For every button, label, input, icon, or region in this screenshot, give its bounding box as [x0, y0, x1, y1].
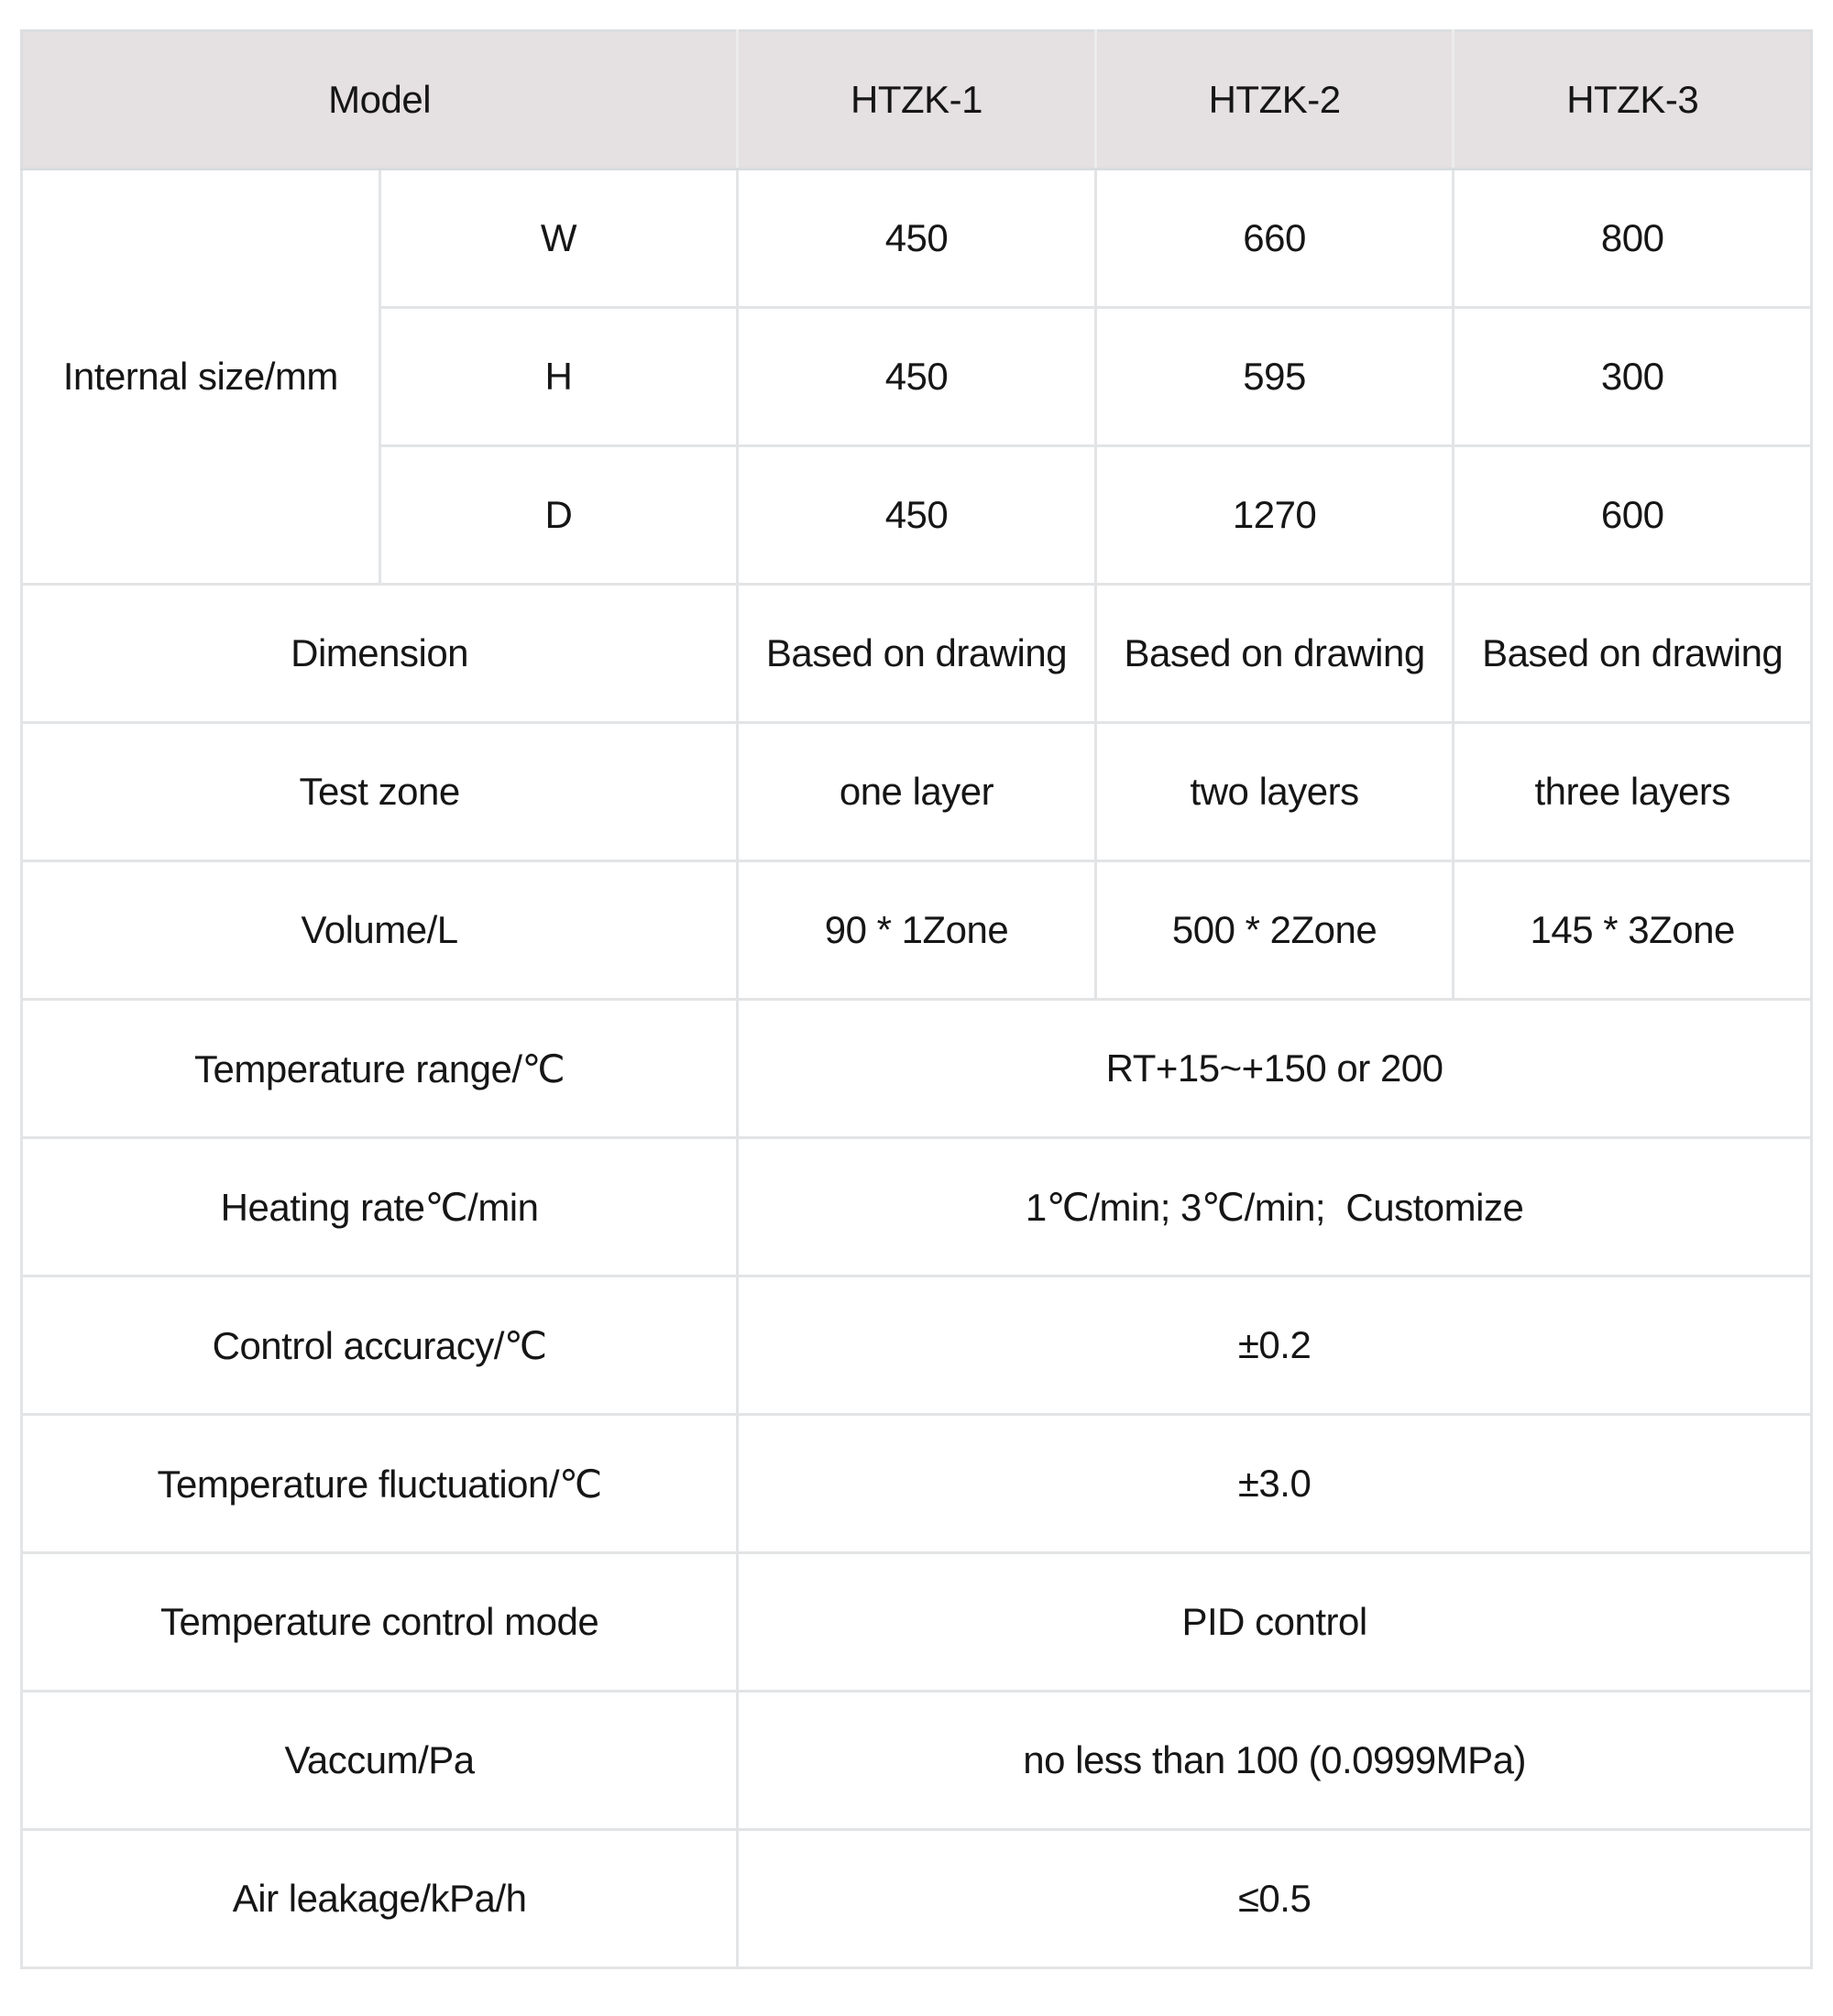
spec-table-container [20, 29, 1813, 1969]
value-d-htzk-2: 1270 [1095, 446, 1454, 585]
heating-rate-label: Heating rate℃/min [22, 1138, 738, 1276]
heating-rate-row [22, 1138, 1812, 1276]
volume-row [22, 861, 1812, 1000]
header-htzk-3-cell: HTZK-3 [1454, 31, 1812, 170]
value-w-htzk-1: 450 [738, 170, 1096, 308]
volume-htzk-3: 145 * 3Zone [1454, 861, 1812, 1000]
temperature-range-row [22, 1000, 1812, 1138]
value-h-htzk-1: 450 [738, 308, 1096, 446]
dimension-htzk-3: Based on drawing [1454, 585, 1812, 723]
dimension-label: Dimension [22, 585, 738, 723]
test-zone-htzk-2: two layers [1095, 723, 1454, 861]
volume-htzk-2: 500 * 2Zone [1095, 861, 1454, 1000]
dimension-row [22, 585, 1812, 723]
internal-size-label: Internal size/mm [22, 170, 380, 585]
heating-rate-value: 1℃/min; 3℃/min; Customize [738, 1138, 1812, 1276]
control-accuracy-label: Control accuracy/℃ [22, 1276, 738, 1415]
vaccum-label: Vaccum/Pa [22, 1692, 738, 1830]
vaccum-row [22, 1692, 1812, 1830]
test-zone-label: Test zone [22, 723, 738, 861]
value-d-htzk-3: 600 [1454, 446, 1812, 585]
temperature-fluctuation-row [22, 1415, 1812, 1553]
dimension-htzk-1: Based on drawing [738, 585, 1096, 723]
dimension-htzk-2: Based on drawing [1095, 585, 1454, 723]
temperature-fluctuation-label: Temperature fluctuation/℃ [22, 1415, 738, 1553]
temperature-control-mode-value: PID control [738, 1553, 1812, 1692]
control-accuracy-value: ±0.2 [738, 1276, 1812, 1415]
test-zone-row [22, 723, 1812, 861]
air-leakage-label: Air leakage/kPa/h [22, 1830, 738, 1968]
dim-label-h: H [379, 308, 738, 446]
test-zone-htzk-1: one layer [738, 723, 1096, 861]
vaccum-value: no less than 100 (0.0999MPa) [738, 1692, 1812, 1830]
air-leakage-row [22, 1830, 1812, 1968]
internal-size-row-w [22, 170, 1812, 308]
volume-htzk-1: 90 * 1Zone [738, 861, 1096, 1000]
spec-table [20, 29, 1813, 1969]
test-zone-htzk-3: three layers [1454, 723, 1812, 861]
temperature-range-value: RT+15~+150 or 200 [738, 1000, 1812, 1138]
value-w-htzk-3: 800 [1454, 170, 1812, 308]
header-htzk-2-cell: HTZK-2 [1095, 31, 1454, 170]
value-w-htzk-2: 660 [1095, 170, 1454, 308]
header-row [22, 31, 1812, 170]
temperature-control-mode-row [22, 1553, 1812, 1692]
control-accuracy-row [22, 1276, 1812, 1415]
value-h-htzk-3: 300 [1454, 308, 1812, 446]
value-d-htzk-1: 450 [738, 446, 1096, 585]
value-h-htzk-2: 595 [1095, 308, 1454, 446]
dim-label-w: W [379, 170, 738, 308]
temperature-control-mode-label: Temperature control mode [22, 1553, 738, 1692]
header-model-cell: Model [22, 31, 738, 170]
dim-label-d: D [379, 446, 738, 585]
header-htzk-1-cell: HTZK-1 [738, 31, 1096, 170]
temperature-range-label: Temperature range/℃ [22, 1000, 738, 1138]
temperature-fluctuation-value: ±3.0 [738, 1415, 1812, 1553]
air-leakage-value: ≤0.5 [738, 1830, 1812, 1968]
volume-label: Volume/L [22, 861, 738, 1000]
